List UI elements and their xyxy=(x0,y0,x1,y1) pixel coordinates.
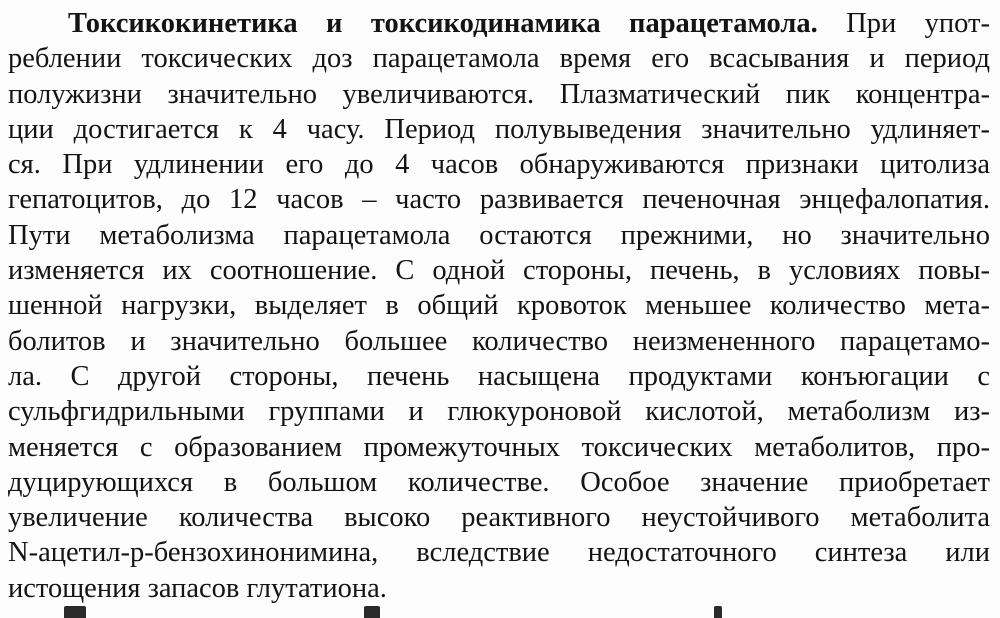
paragraph-line-8: изменяется их соотношение. С одной стороны, печень, в условиях повы- xyxy=(8,255,990,287)
paragraph-line-12: сульфгидрильными группами и глюкуроновой кислотой, метаболизм из- xyxy=(8,396,990,428)
paragraph-line-14: дуцирующихся в большом количестве. Особое значение приобретает xyxy=(8,466,990,498)
paragraph-line-9: шенной нагрузки, выделяет в общий кровоток меньшее количество мета- xyxy=(8,290,990,322)
paragraph-heading: Токсикокинетика и токсикодинамика парацетамола. xyxy=(68,8,818,39)
paragraph-line-16: N-ацетил-р-бензохинонимина, вследствие недостаточного синтеза или xyxy=(8,537,990,569)
paragraph-line-3: полужизни значительно увеличиваются. Плазматический пик концентра- xyxy=(8,78,990,110)
paragraph-line-11: ла. С другой стороны, печень насыщена продуктами конъюгации с xyxy=(8,360,990,392)
paragraph-line-6: гепатоцитов, до 12 часов – часто развивается печеночная энцефалопатия. xyxy=(8,184,990,216)
cutoff-glyph xyxy=(714,606,722,618)
paragraph-line-1-text: При упот- xyxy=(846,8,990,39)
paragraph-line-17: истощения запасов глутатиона. xyxy=(8,572,387,604)
paragraph-line-13: меняется с образованием промежуточных токсических метаболитов, про- xyxy=(8,431,990,463)
paragraph-line-5: ся. При удлинении его до 4 часов обнаруживаются признаки цитолиза xyxy=(8,149,990,181)
cutoff-glyph xyxy=(64,606,86,618)
cutoff-glyph xyxy=(364,606,380,618)
paragraph-line-10: болитов и значительно большее количество неизмененного парацетамо- xyxy=(8,325,990,357)
paragraph-paracetamol-toxicokinetics xyxy=(8,6,990,606)
next-line-cutoff xyxy=(64,606,984,618)
paragraph-line-7: Пути метаболизма парацетамола остаются прежними, но значительно xyxy=(8,219,990,251)
paragraph-line-15: увеличение количества высоко реактивного неустойчивого метаболита xyxy=(8,502,990,534)
paragraph-line-1 xyxy=(8,6,990,41)
paragraph-line-2: реблении токсических доз парацетамола время его всасывания и период xyxy=(8,43,990,75)
paragraph-line-4: ции достигается к 4 часу. Период полувыведения значительно удлиняет- xyxy=(8,113,990,145)
